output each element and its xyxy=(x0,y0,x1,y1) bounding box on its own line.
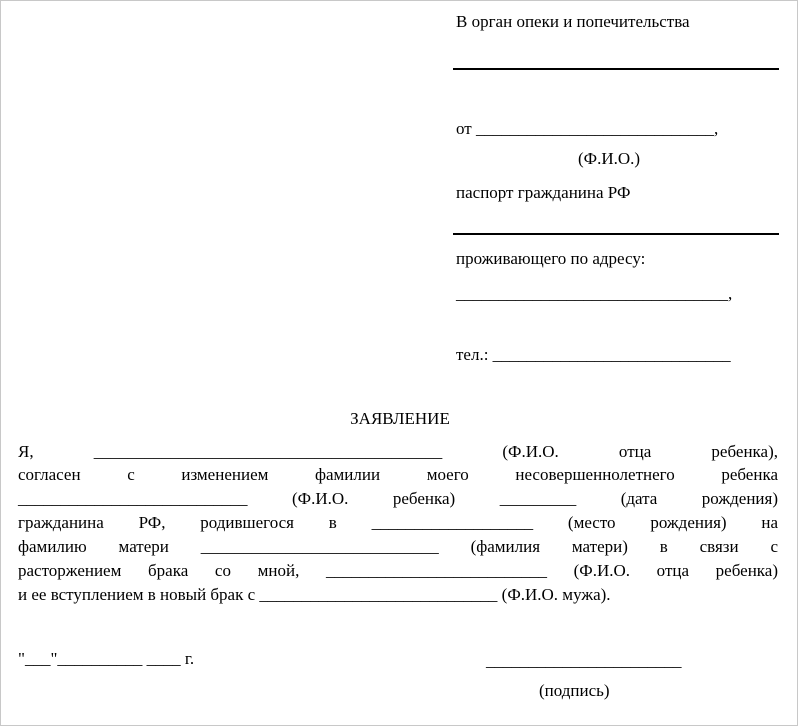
body-line-5: фамилию матери ____________________________ (фамилия матери) в связи с xyxy=(18,537,778,556)
body-line-2: согласен с изменением фамилии моего несовершеннолетнего ребенка xyxy=(18,465,778,484)
fio-caption: (Ф.И.О.) xyxy=(578,149,641,168)
date-line: "___"__________ ____ г. xyxy=(18,649,195,668)
body-line-6: расторжением брака со мной, __________________________ (Ф.И.О. отца ребенка) xyxy=(18,561,778,580)
residing-line: проживающего по адресу: xyxy=(456,249,646,268)
from-line: от ____________________________, xyxy=(456,119,719,138)
body-line-4: гражданина РФ, родившегося в ___________________ (место рождения) на xyxy=(18,513,778,532)
body-line-3: ___________________________ (Ф.И.О. ребенка) _________ (дата рождения) xyxy=(18,489,778,508)
address-blank: ________________________________, xyxy=(456,284,733,303)
document-title: ЗАЯВЛЕНИЕ xyxy=(350,409,450,428)
recipient-rule xyxy=(453,68,779,70)
recipient-line: В орган опеки и попечительства xyxy=(456,12,690,31)
passport-rule xyxy=(453,233,779,235)
body-line-7: и ее вступлением в новый брак с ____________________________ (Ф.И.О. мужа). xyxy=(18,585,611,604)
body-line-1: Я, _________________________________________ (Ф.И.О. отца ребенка), xyxy=(18,442,778,461)
signature-caption: (подпись) xyxy=(539,681,610,700)
phone-line: тел.: ____________________________ xyxy=(456,345,731,364)
passport-line: паспорт гражданина РФ xyxy=(456,183,631,202)
signature-blank: _______________________ xyxy=(486,651,682,670)
